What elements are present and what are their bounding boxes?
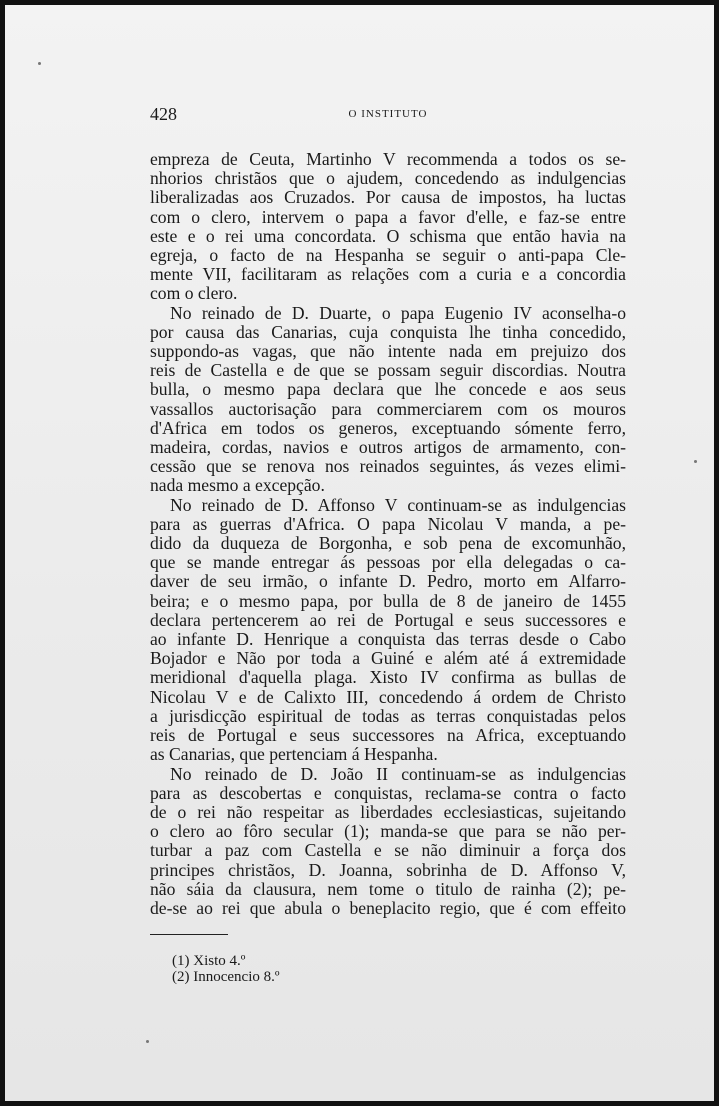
scan-speck [38, 62, 41, 65]
text-line: ao infante D. Henrique a conquista das terras desde o Cabo [150, 629, 626, 650]
text-line: este e o rei uma concordata. O schisma que então havia na [150, 225, 626, 246]
text-line: de o rei não respeitar as liberdades ecclesiasticas, sujeitando [150, 801, 626, 822]
text-line: beira; e o mesmo papa, por bulla de 8 de janeiro de 1455 [150, 590, 626, 611]
text-line: No reinado de D. João II continuam-se as indulgencias [170, 763, 626, 784]
text-line: a jurisdicção espiritual de todas as terras conquistadas pelos [150, 705, 626, 726]
page-number: 428 [150, 104, 177, 124]
text-line: com o clero. [150, 283, 238, 304]
scan-speck [694, 460, 697, 463]
text-line: que se mande entregar ás pessoas por ella delegadas o ca- [150, 552, 626, 573]
text-line: vassallos auctorisação para commerciarem com os mouros [150, 398, 626, 419]
footnote-rule [150, 934, 228, 935]
running-title: O INSTITUTO [348, 108, 428, 120]
text-line: com o clero, intervem o papa a favor d'elle, e faz-se entre [150, 206, 626, 227]
text-line: o clero ao fôro secular (1); manda-se que para se não per- [150, 821, 626, 842]
text-line: Nicolau V e de Calixto III, concedendo á ordem de Christo [150, 686, 626, 707]
text-line: reis de Castella e de que se possam seguir discordias. Noutra [150, 360, 626, 381]
text-line: daver de seu irmão, o infante D. Pedro, morto em Alfarro- [150, 571, 626, 592]
text-line: bulla, o mesmo papa declara que lhe concede e aos seus [150, 379, 626, 400]
text-line: liberalizadas aos Cruzados. Por causa de impostos, ha luctas [150, 187, 626, 208]
text-line: declara pertencerem ao rei de Portugal e seus successores e [150, 609, 626, 630]
text-line: principes christãos, D. Joanna, sobrinha de D. Affonso V, [150, 859, 626, 880]
body-text [150, 150, 626, 918]
footnotes [150, 953, 626, 985]
text-line: de-se ao rei que abula o beneplacito regio, que é com effeito [150, 897, 626, 918]
text-line: empreza de Ceuta, Martinho V recommenda a todos os se- [150, 149, 626, 169]
text-line: para as guerras d'Africa. O papa Nicolau V manda, a pe- [150, 513, 626, 534]
text-line: No reinado de D. Affonso V continuam-se as indulgencias [170, 494, 626, 515]
text-line: meridional d'aquella plaga. Xisto IV confirma as bullas de [150, 667, 626, 688]
text-line: nhorios christãos que o ajudem, concedendo as indulgencias [150, 168, 626, 189]
text-line: nada mesmo a excepção. [150, 475, 325, 496]
text-line: reis de Portugal e seus successores na Africa, exceptuando [150, 725, 626, 746]
text-line: as Canarias, que pertenciam á Hespanha. [150, 744, 438, 765]
text-line: egreja, o facto de na Hespanha se seguir o anti-papa Cle- [150, 245, 626, 266]
text-line: para as descobertas e conquistas, reclama-se contra o facto [150, 782, 626, 803]
footnote: (2) Innocencio 8.º [172, 969, 280, 986]
text-line: por causa das Canarias, cuja conquista lhe tinha concedido, [150, 321, 626, 342]
text-line: suppondo-as vagas, que não intente nada em prejuizo dos [150, 341, 626, 362]
scan-speck [146, 1040, 149, 1043]
book-page [150, 104, 626, 985]
text-line: turbar a paz com Castella e se não diminuir a força dos [150, 840, 626, 861]
text-line: madeira, cordas, navios e outros artigos de armamento, con- [150, 437, 626, 458]
text-line: cessão que se renova nos reinados seguintes, ás vezes elimi- [150, 456, 626, 477]
running-head [150, 104, 626, 132]
text-line: d'Africa em todos os generos, exceptuando sómente ferro, [150, 417, 626, 438]
text-line: dido da duqueza de Borgonha, e sob pena de excomunhão, [150, 533, 626, 554]
text-line: Bojador e Não por toda a Guiné e além até á extremidade [150, 648, 626, 669]
text-line: No reinado de D. Duarte, o papa Eugenio IV aconselha-o [170, 302, 626, 323]
text-line: mente VII, facilitaram as relações com a curia e a concordia [150, 264, 626, 285]
text-line: não sáia da clausura, nem tome o titulo de rainha (2); pe- [150, 878, 626, 899]
footnote: (1) Xisto 4.º [172, 953, 246, 970]
